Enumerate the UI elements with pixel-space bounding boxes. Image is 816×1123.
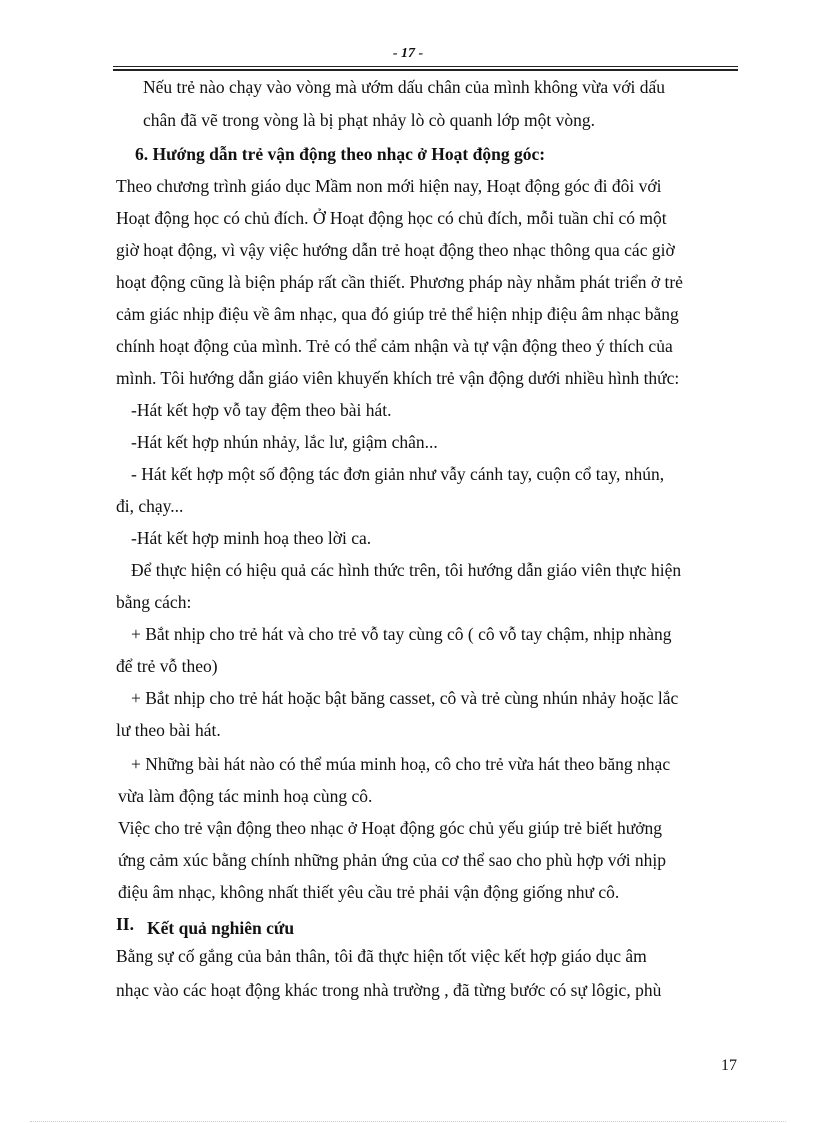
list-item: -Hát kết hợp minh hoạ theo lời ca. — [131, 528, 372, 548]
section-number: II. — [116, 914, 134, 934]
text-line: Theo chương trình giáo dục Mầm non mới hiện nay, Hoạt động góc đi đôi với — [116, 176, 662, 196]
text-line: điệu âm nhạc, không nhất thiết yêu cầu trẻ phải vận động giống như cô. — [118, 882, 620, 902]
list-item: + Bắt nhịp cho trẻ hát và cho trẻ vỗ tay cùng cô ( cô vỗ tay chậm, nhịp nhàng — [131, 624, 672, 644]
text-line: mình. Tôi hướng dẫn giáo viên khuyến khích trẻ vận động dưới nhiều hình thức: — [116, 368, 680, 388]
text-line: hoạt động cũng là biện pháp rất cần thiết. Phương pháp này nhằm phát triển ở trẻ — [116, 272, 683, 292]
text-line: Bằng sự cố gắng của bản thân, tôi đã thực hiện tốt việc kết hợp giáo dục âm — [116, 946, 647, 966]
text-line: chính hoạt động của mình. Trẻ có thể cảm nhận và tự vận động theo ý thích của — [116, 336, 673, 356]
text-line: ứng cảm xúc bằng chính những phản ứng của cơ thể sao cho phù hợp với nhịp — [118, 850, 667, 870]
list-item: - Hát kết hợp một số động tác đơn giản như vẫy cánh tay, cuộn cổ tay, nhún, — [131, 464, 665, 484]
text-line: bằng cách: — [116, 592, 192, 612]
text-line: nhạc vào các hoạt động khác trong nhà trường , đã từng bước có sự lôgic, phù — [116, 980, 662, 1000]
text-line: Việc cho trẻ vận động theo nhạc ở Hoạt động góc chủ yếu giúp trẻ biết hưởng — [118, 818, 663, 838]
header-rule-thick — [113, 69, 738, 71]
page-header-label: - 17 - — [392, 46, 424, 61]
list-item: -Hát kết hợp vỗ tay đệm theo bài hát. — [131, 400, 392, 420]
text-line: cảm giác nhịp điệu về âm nhạc, qua đó giúp trẻ thể hiện nhịp điệu âm nhạc bằng — [116, 304, 679, 324]
bottom-divider — [30, 1121, 786, 1122]
text-line: vừa làm động tác minh hoạ cùng cô. — [118, 786, 373, 806]
section-heading: Kết quả nghiên cứu — [147, 918, 295, 938]
text-line: Hoạt động học có chủ đích. Ở Hoạt động học có chủ đích, mỗi tuần chỉ có một — [116, 208, 667, 228]
section-heading: 6. Hướng dẫn trẻ vận động theo nhạc ở Hoạt động góc: — [135, 144, 546, 164]
text-line: để trẻ vỗ theo) — [116, 656, 218, 676]
text-line: đi, chạy... — [116, 496, 184, 516]
text-line: chân đã vẽ trong vòng là bị phạt nhảy lò cò quanh lớp một vòng. — [143, 110, 596, 130]
page-number: 17 — [721, 1057, 737, 1074]
list-item: + Bắt nhịp cho trẻ hát hoặc bật băng casset, cô và trẻ cùng nhún nhảy hoặc lắc — [131, 688, 679, 708]
list-item: + Những bài hát nào có thể múa minh hoạ, cô cho trẻ vừa hát theo băng nhạc — [131, 754, 671, 774]
text-line: giờ hoạt động, vì vậy việc hướng dẫn trẻ hoạt động theo nhạc thông qua các giờ — [116, 240, 675, 260]
list-item: -Hát kết hợp nhún nhảy, lắc lư, giậm chân... — [131, 432, 438, 452]
text-line: Nếu trẻ nào chạy vào vòng mà ướm dấu chân của mình không vừa với dấu — [143, 77, 665, 97]
text-line: lư theo bài hát. — [116, 720, 221, 740]
text-line: Để thực hiện có hiệu quả các hình thức trên, tôi hướng dẫn giáo viên thực hiện — [131, 560, 682, 580]
header-rule-thin — [113, 66, 738, 67]
